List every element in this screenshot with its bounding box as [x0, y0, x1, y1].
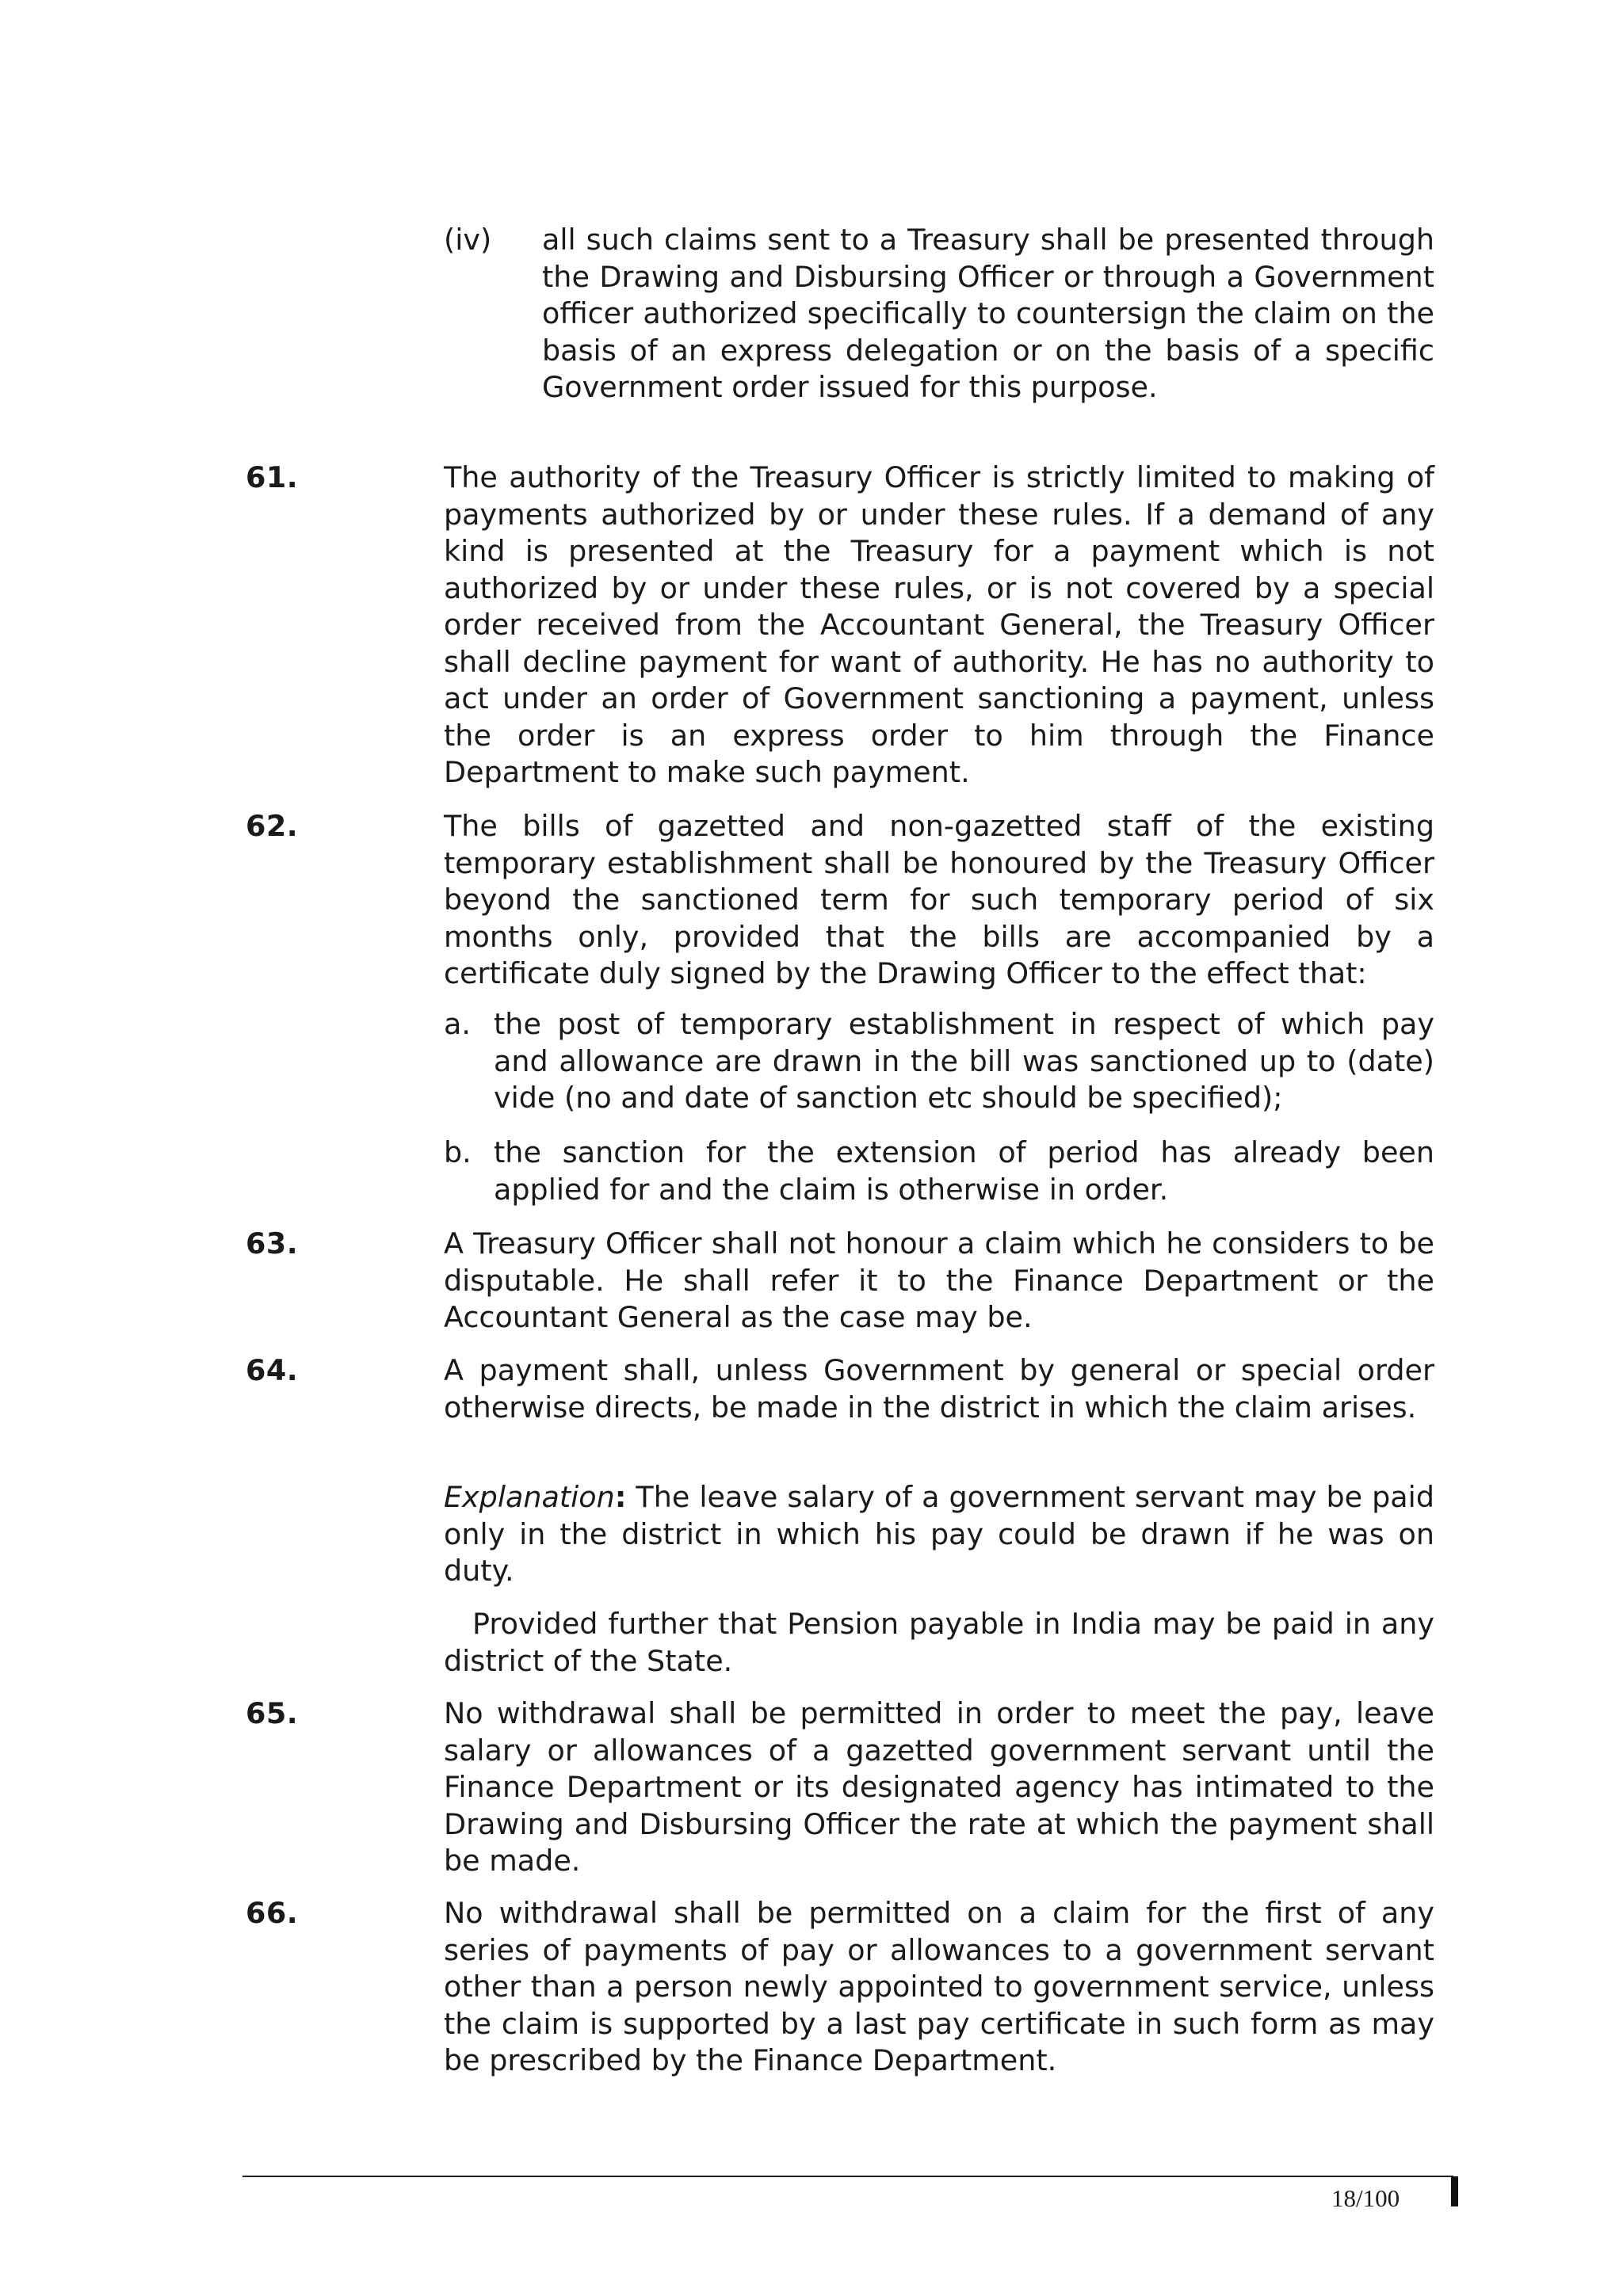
section-number: 64.	[246, 1353, 299, 1387]
section-text: A Treasury Officer shall not honour a claim which he considers to be disputable. He shall refer it to the Finance Department or the Accountant General as the case may be.	[444, 1226, 1434, 1334]
section-text: No withdrawal shall be permitted on a claim for the first of any series of payments of pay or allowances to a government servant other than a person newly appointed to government service, unless the claim is supported by a last pay certificate in such form as may be prescribed by the Finance Department.	[444, 1896, 1434, 2077]
proviso: Provided further that Pension payable in India may be paid in any district of the State.	[444, 1607, 1434, 1678]
page-marker-bar	[1451, 2176, 1458, 2206]
item-marker: a.	[444, 1007, 471, 1041]
section-number: 65.	[246, 1696, 299, 1730]
section-text: The bills of gazetted and non-gazetted staff of the existing temporary establishment shall be honoured by the Treasury Officer beyond the sanctioned term for such temporary period of six months only, provided that the bills are accompanied by a certificate duly signed by the Drawing Officer to the effect that:	[444, 809, 1434, 990]
explanation-text: The leave salary of a government servant may be paid only in the district in which his pay could be drawn if he was on duty.	[444, 1480, 1434, 1588]
explanation-label: Explanation	[444, 1480, 615, 1514]
explanation-colon: :	[614, 1480, 627, 1514]
clause-text: all such claims sent to a Treasury shall be presented through the Drawing and Disbursing Officer or through a Government officer authorized specifically to countersign the claim on the basis of an express delegation or on the basis of a specific Government order issued for this purpose.	[542, 223, 1434, 404]
page-number: 18/100	[1331, 2184, 1400, 2212]
section-text: A payment shall, unless Government by general or special order otherwise directs, be made in the district in which the claim arises.	[444, 1353, 1434, 1425]
section-text: The authority of the Treasury Officer is strictly limited to making of payments authorized by or under these rules. If a demand of any kind is presented at the Treasury for a payment which is not authorized by or under these rules, or is not covered by a special order received from the Accountant General, the Treasury Officer shall decline payment for want of authority. He has no authority to act under an order of Government sanctioning a payment, unless the order is an express order to him through the Finance Department to make such payment.	[444, 460, 1434, 789]
item-marker: b.	[444, 1135, 472, 1169]
item-text: the post of temporary establishment in respect of which pay and allowance are drawn in the bill was sanctioned up to (date) vide (no and date of sanction etc should be specified);	[494, 1007, 1434, 1115]
section-number: 63.	[246, 1226, 299, 1261]
clause-marker: (iv)	[444, 223, 492, 257]
section-number: 61.	[246, 460, 299, 494]
section-text: No withdrawal shall be permitted in order to meet the pay, leave salary or allowances of a gazetted government servant until the Finance Department or its designated agency has intimated to the Drawing and Disbursing Officer the rate at which the payment shall be made.	[444, 1696, 1434, 1878]
item-text: the sanction for the extension of period has already been applied for and the claim is otherwise in order.	[494, 1135, 1434, 1207]
section-number: 66.	[246, 1896, 299, 1930]
section-number: 62.	[246, 809, 299, 843]
footer-rule	[242, 2176, 1453, 2177]
explanation	[444, 1479, 1434, 1590]
